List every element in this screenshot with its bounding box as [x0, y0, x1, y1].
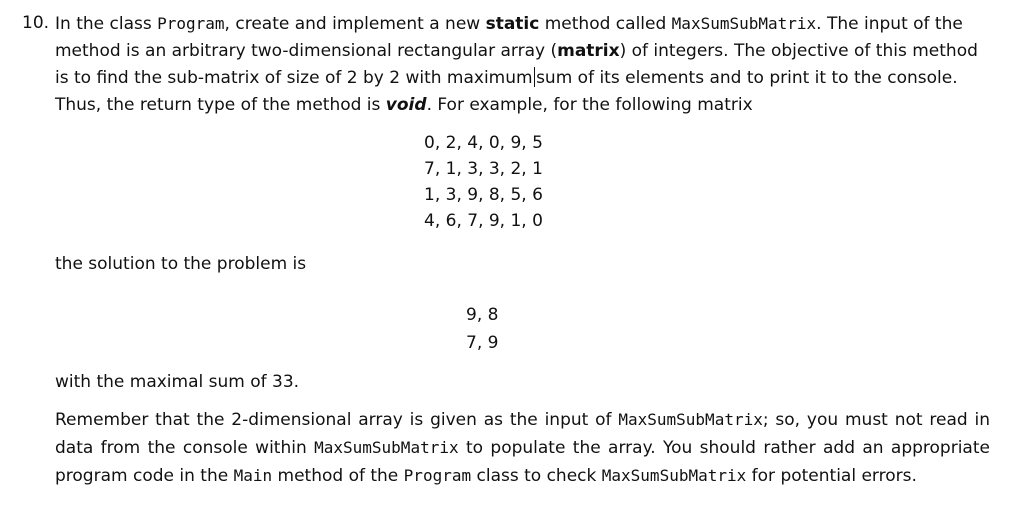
text-segment: , create and implement a new: [224, 14, 486, 34]
code-class-program: Program: [403, 466, 472, 485]
keyword-void: void: [385, 95, 427, 115]
solution-intro: the solution to the problem is: [55, 254, 307, 274]
keyword-matrix: matrix: [557, 41, 620, 61]
text-segment: ; so, you must not read in data from the console within: [55, 410, 990, 458]
text-segment: In the class: [55, 14, 158, 34]
code-method-name: MaxSumSubMatrix: [601, 466, 747, 485]
text-segment: . The input of the method is an arbitrary two-dimensional rectangular array (: [55, 14, 963, 61]
solution-matrix: [466, 301, 498, 357]
text-segment: method of the: [272, 466, 404, 486]
keyword-static: static: [485, 14, 540, 34]
text-segment: class to check: [471, 466, 602, 486]
code-method-name: MaxSumSubMatrix: [618, 410, 763, 429]
text-segment: sum of its elements and to print it to the console. Thus, the return type of the method is: [55, 68, 958, 115]
text-segment: method called: [539, 14, 672, 34]
text-segment: to populate the array. You should rather add an appropriate program code in the: [55, 438, 990, 486]
task-paragraph: [55, 10, 990, 119]
text-segment: Remember that the 2-dimensional array is given as the input of: [55, 410, 619, 430]
max-sum-text: with the maximal sum of 33.: [55, 372, 300, 392]
remember-paragraph: [55, 406, 990, 490]
code-method-name: MaxSumSubMatrix: [314, 438, 459, 457]
code-method-name: MaxSumSubMatrix: [671, 14, 817, 33]
matrix-row: 1, 3, 9, 8, 5, 6: [424, 185, 543, 205]
question-number: 10.: [22, 13, 50, 33]
example-matrix: [424, 130, 543, 234]
text-cursor: [534, 67, 536, 87]
code-main: Main: [233, 466, 273, 485]
code-class-program: Program: [157, 14, 225, 33]
solution-row: 7, 9: [466, 333, 499, 353]
text-segment: for potential errors.: [746, 466, 917, 486]
matrix-row: 0, 2, 4, 0, 9, 5: [424, 133, 543, 153]
text-segment: ) of integers. The objective of this method is to find the sub-matrix of size of 2 by 2 with maximum: [55, 41, 978, 88]
text-segment: . For example, for the following matrix: [426, 95, 753, 115]
solution-row: 9, 8: [466, 305, 499, 325]
matrix-row: 7, 1, 3, 3, 2, 1: [424, 159, 543, 179]
matrix-row: 4, 6, 7, 9, 1, 0: [424, 211, 543, 231]
